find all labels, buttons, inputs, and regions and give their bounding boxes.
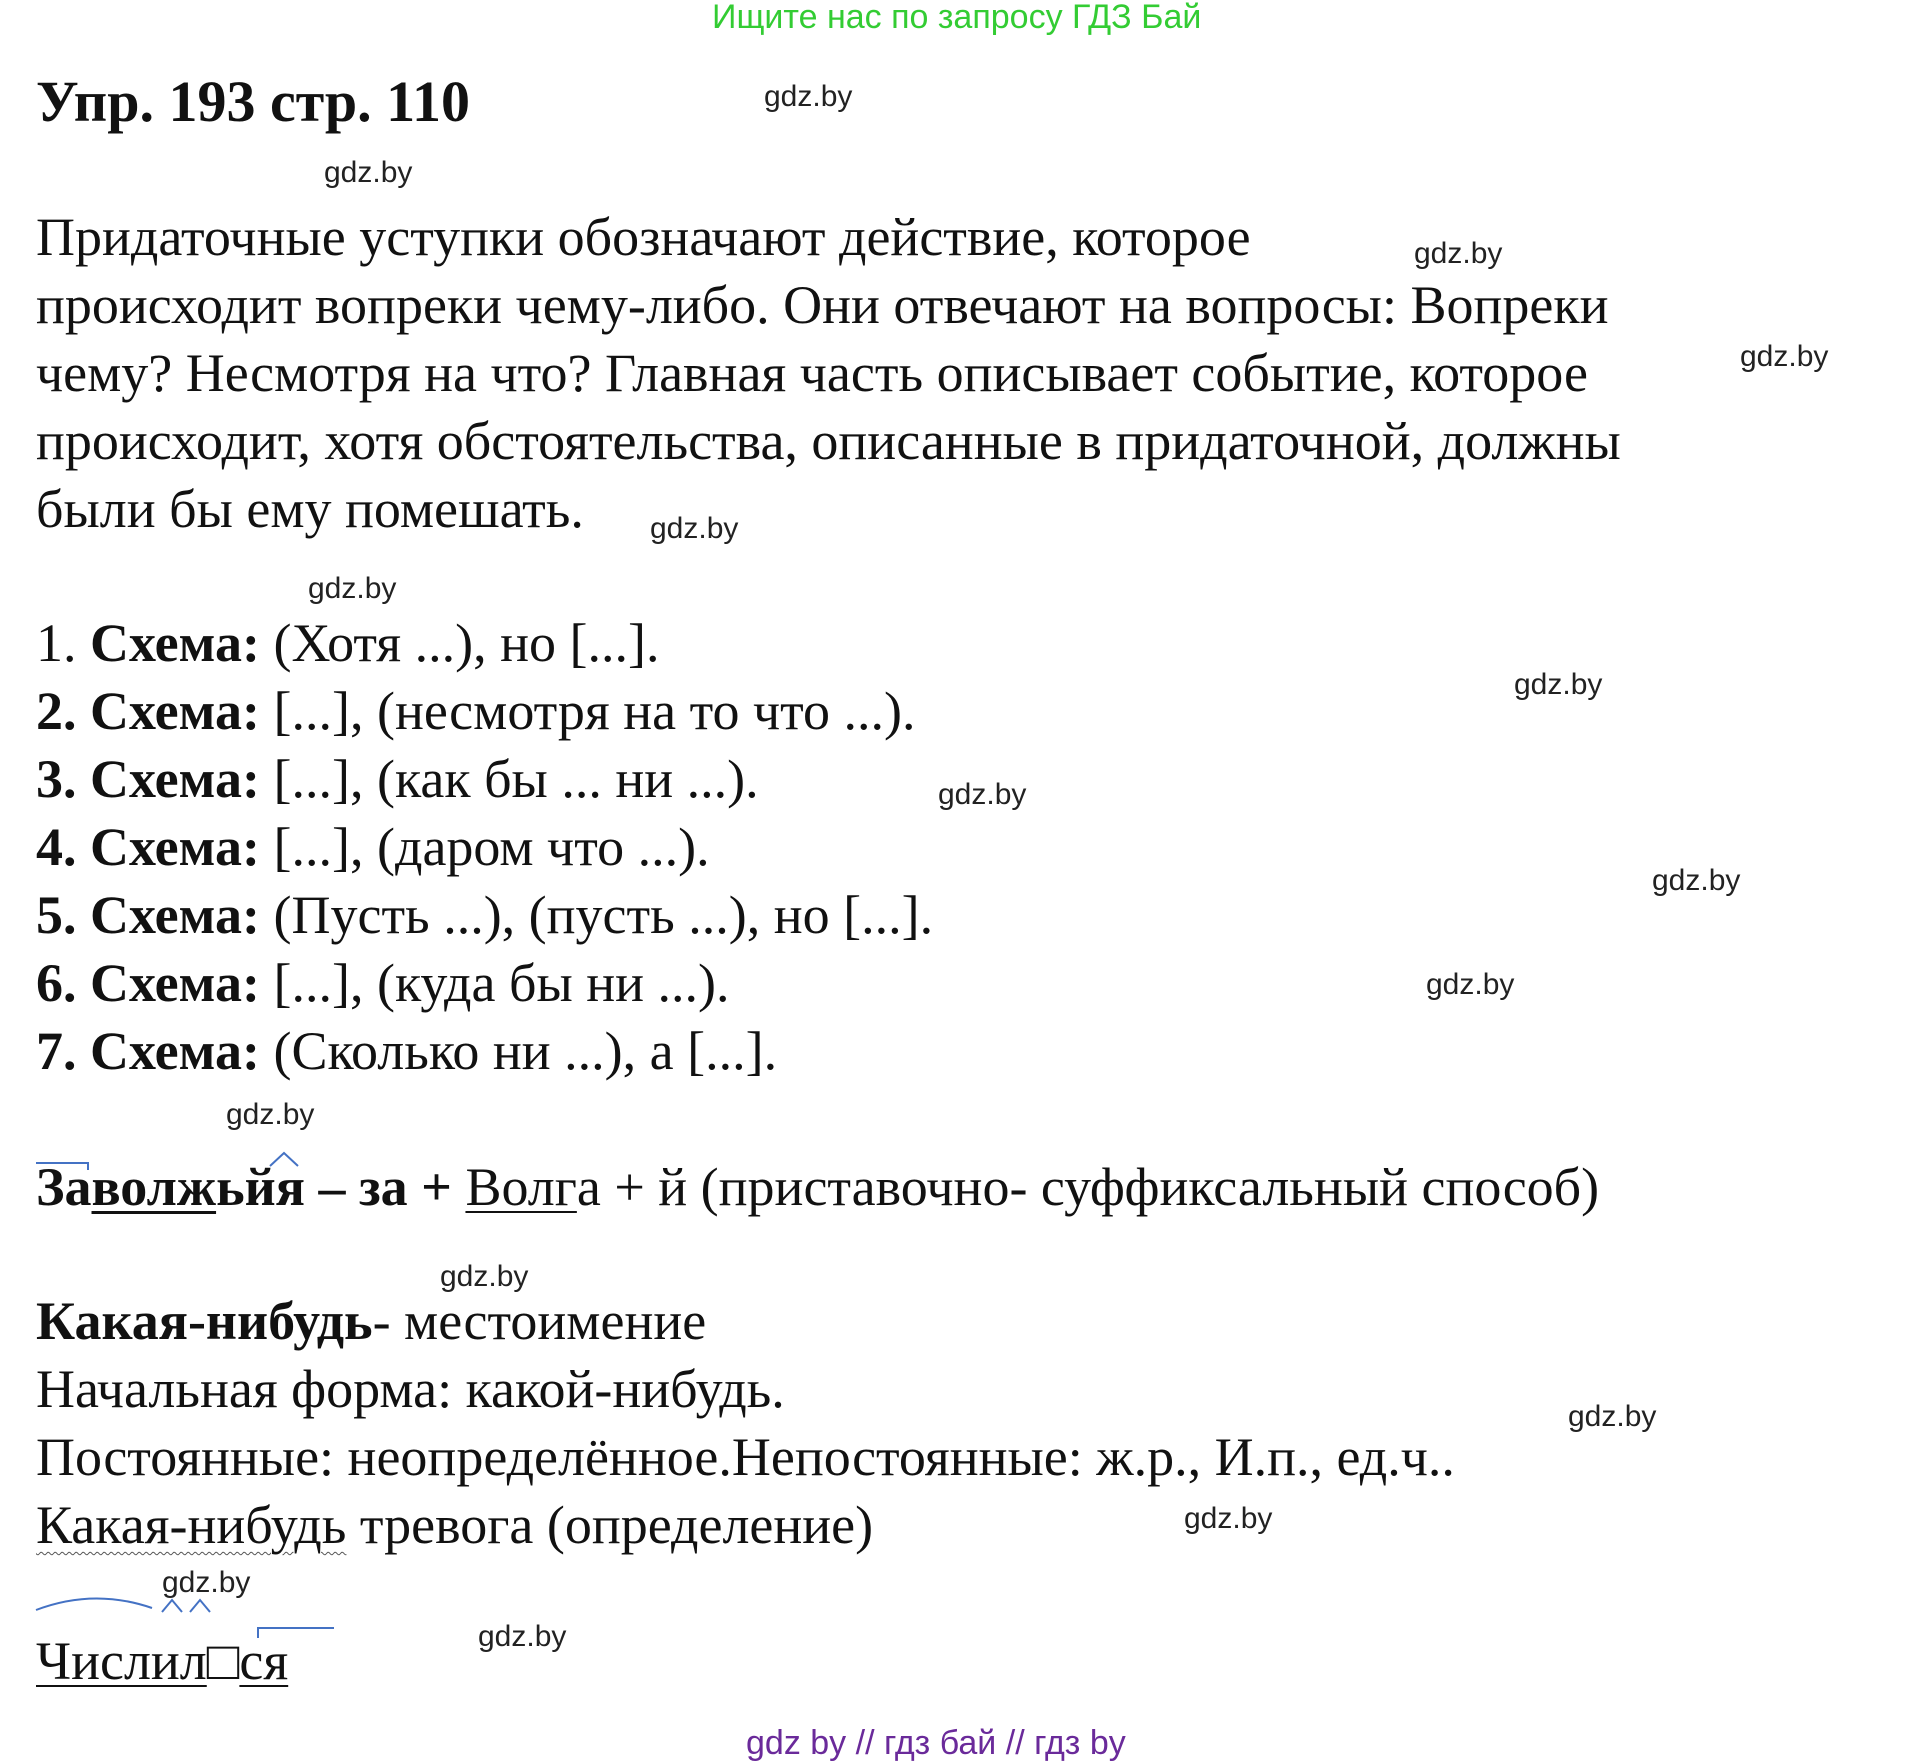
watermark: gdz.by	[162, 1566, 251, 1599]
pronoun-initial-form: Начальная форма: какой-нибудь.	[36, 1359, 785, 1419]
scheme-label: Схема:	[90, 1021, 261, 1081]
watermark: gdz.by	[764, 80, 853, 113]
scheme-label: Схема:	[90, 613, 261, 673]
example-attribute: Какая-нибудь	[36, 1495, 347, 1555]
scheme-number: 4.	[36, 817, 77, 877]
scheme-number: 7.	[36, 1021, 77, 1081]
watermark: gdz.by	[650, 512, 739, 545]
example-rest: тревога (определение)	[346, 1495, 874, 1555]
scheme-number: 1.	[36, 613, 77, 673]
exercise-title: Упр. 193 стр. 110	[36, 69, 470, 134]
footer-links: gdz by // гдз бай // гдз by	[746, 1724, 1126, 1762]
scheme-text: (Сколько ни ...), а [...].	[260, 1021, 778, 1081]
watermark: gdz.by	[1568, 1400, 1657, 1433]
watermark: gdz.by	[478, 1620, 567, 1653]
paragraph-line: происходит, хотя обстоятельства, описанные в придаточной, должны	[36, 411, 1621, 471]
word-analysis-line	[36, 1156, 1599, 1218]
watermark: gdz.by	[308, 572, 397, 605]
scheme-text: [...], (как бы ... ни ...).	[260, 749, 759, 809]
scheme-text: [...], (несмотря на то что ...).	[260, 681, 916, 741]
watermark: gdz.by	[226, 1098, 315, 1131]
pronoun-pos: - местоимение	[372, 1291, 707, 1351]
verb-stem: Числил	[36, 1631, 207, 1691]
watermark: gdz.by	[440, 1260, 529, 1293]
verb-analysis	[36, 1630, 288, 1692]
base-root: Волг	[465, 1157, 577, 1217]
verb-postfix: ся	[239, 1631, 289, 1691]
watermark: gdz.by	[1184, 1502, 1273, 1535]
pronoun-example	[36, 1494, 873, 1556]
scheme-number: 5.	[36, 885, 77, 945]
watermark: gdz.by	[1514, 668, 1603, 701]
scheme-text: (Пусть ...), (пусть ...), но [...].	[260, 885, 934, 945]
pronoun-word: Какая-нибудь	[36, 1291, 373, 1351]
paragraph-line: чему? Несмотря на что? Главная часть описывает событие, которое	[36, 343, 1588, 403]
word-prefix: За	[36, 1157, 92, 1217]
scheme-number: 2.	[36, 681, 77, 741]
verb-zero-ending: □	[206, 1631, 240, 1691]
word-suffix: й	[244, 1157, 276, 1217]
watermark: gdz.by	[324, 156, 413, 189]
pronoun-features: Постоянные: неопределённое.Непостоянные: ж.р., И.п., ед.ч..	[36, 1427, 1455, 1487]
scheme-label: Схема:	[90, 817, 261, 877]
watermark: gdz.by	[1740, 340, 1829, 373]
scheme-label: Схема:	[90, 749, 261, 809]
word-ending: я	[275, 1157, 305, 1217]
word-soft-sign: ь	[216, 1157, 245, 1217]
scheme-text: [...], (даром что ...).	[260, 817, 710, 877]
scheme-number: 3.	[36, 749, 77, 809]
scheme-label: Схема:	[90, 953, 261, 1013]
scheme-text: [...], (куда бы ни ...).	[260, 953, 730, 1013]
scheme-text: (Хотя ...), но [...].	[260, 613, 660, 673]
paragraph-line: Придаточные уступки обозначают действие, которое	[36, 207, 1251, 267]
watermark: gdz.by	[938, 778, 1027, 811]
search-banner: Ищите нас по запросу ГДЗ Бай	[712, 0, 1202, 36]
watermark: gdz.by	[1652, 864, 1741, 897]
watermark: gdz.by	[1414, 237, 1503, 270]
scheme-number: 6.	[36, 953, 77, 1013]
scheme-label: Схема:	[90, 885, 261, 945]
watermark: gdz.by	[1426, 968, 1515, 1001]
word-root: волж	[91, 1157, 217, 1217]
analysis-dash: – за +	[304, 1157, 466, 1217]
paragraph-line: были бы ему помешать.	[36, 479, 584, 539]
pronoun-heading	[36, 1290, 706, 1352]
analysis-tail: а + й (приставочно- суффиксальный способ)	[576, 1157, 1600, 1217]
scheme-label: Схема:	[90, 681, 261, 741]
paragraph-line: происходит вопреки чему-либо. Они отвечают на вопросы: Вопреки	[36, 275, 1609, 335]
